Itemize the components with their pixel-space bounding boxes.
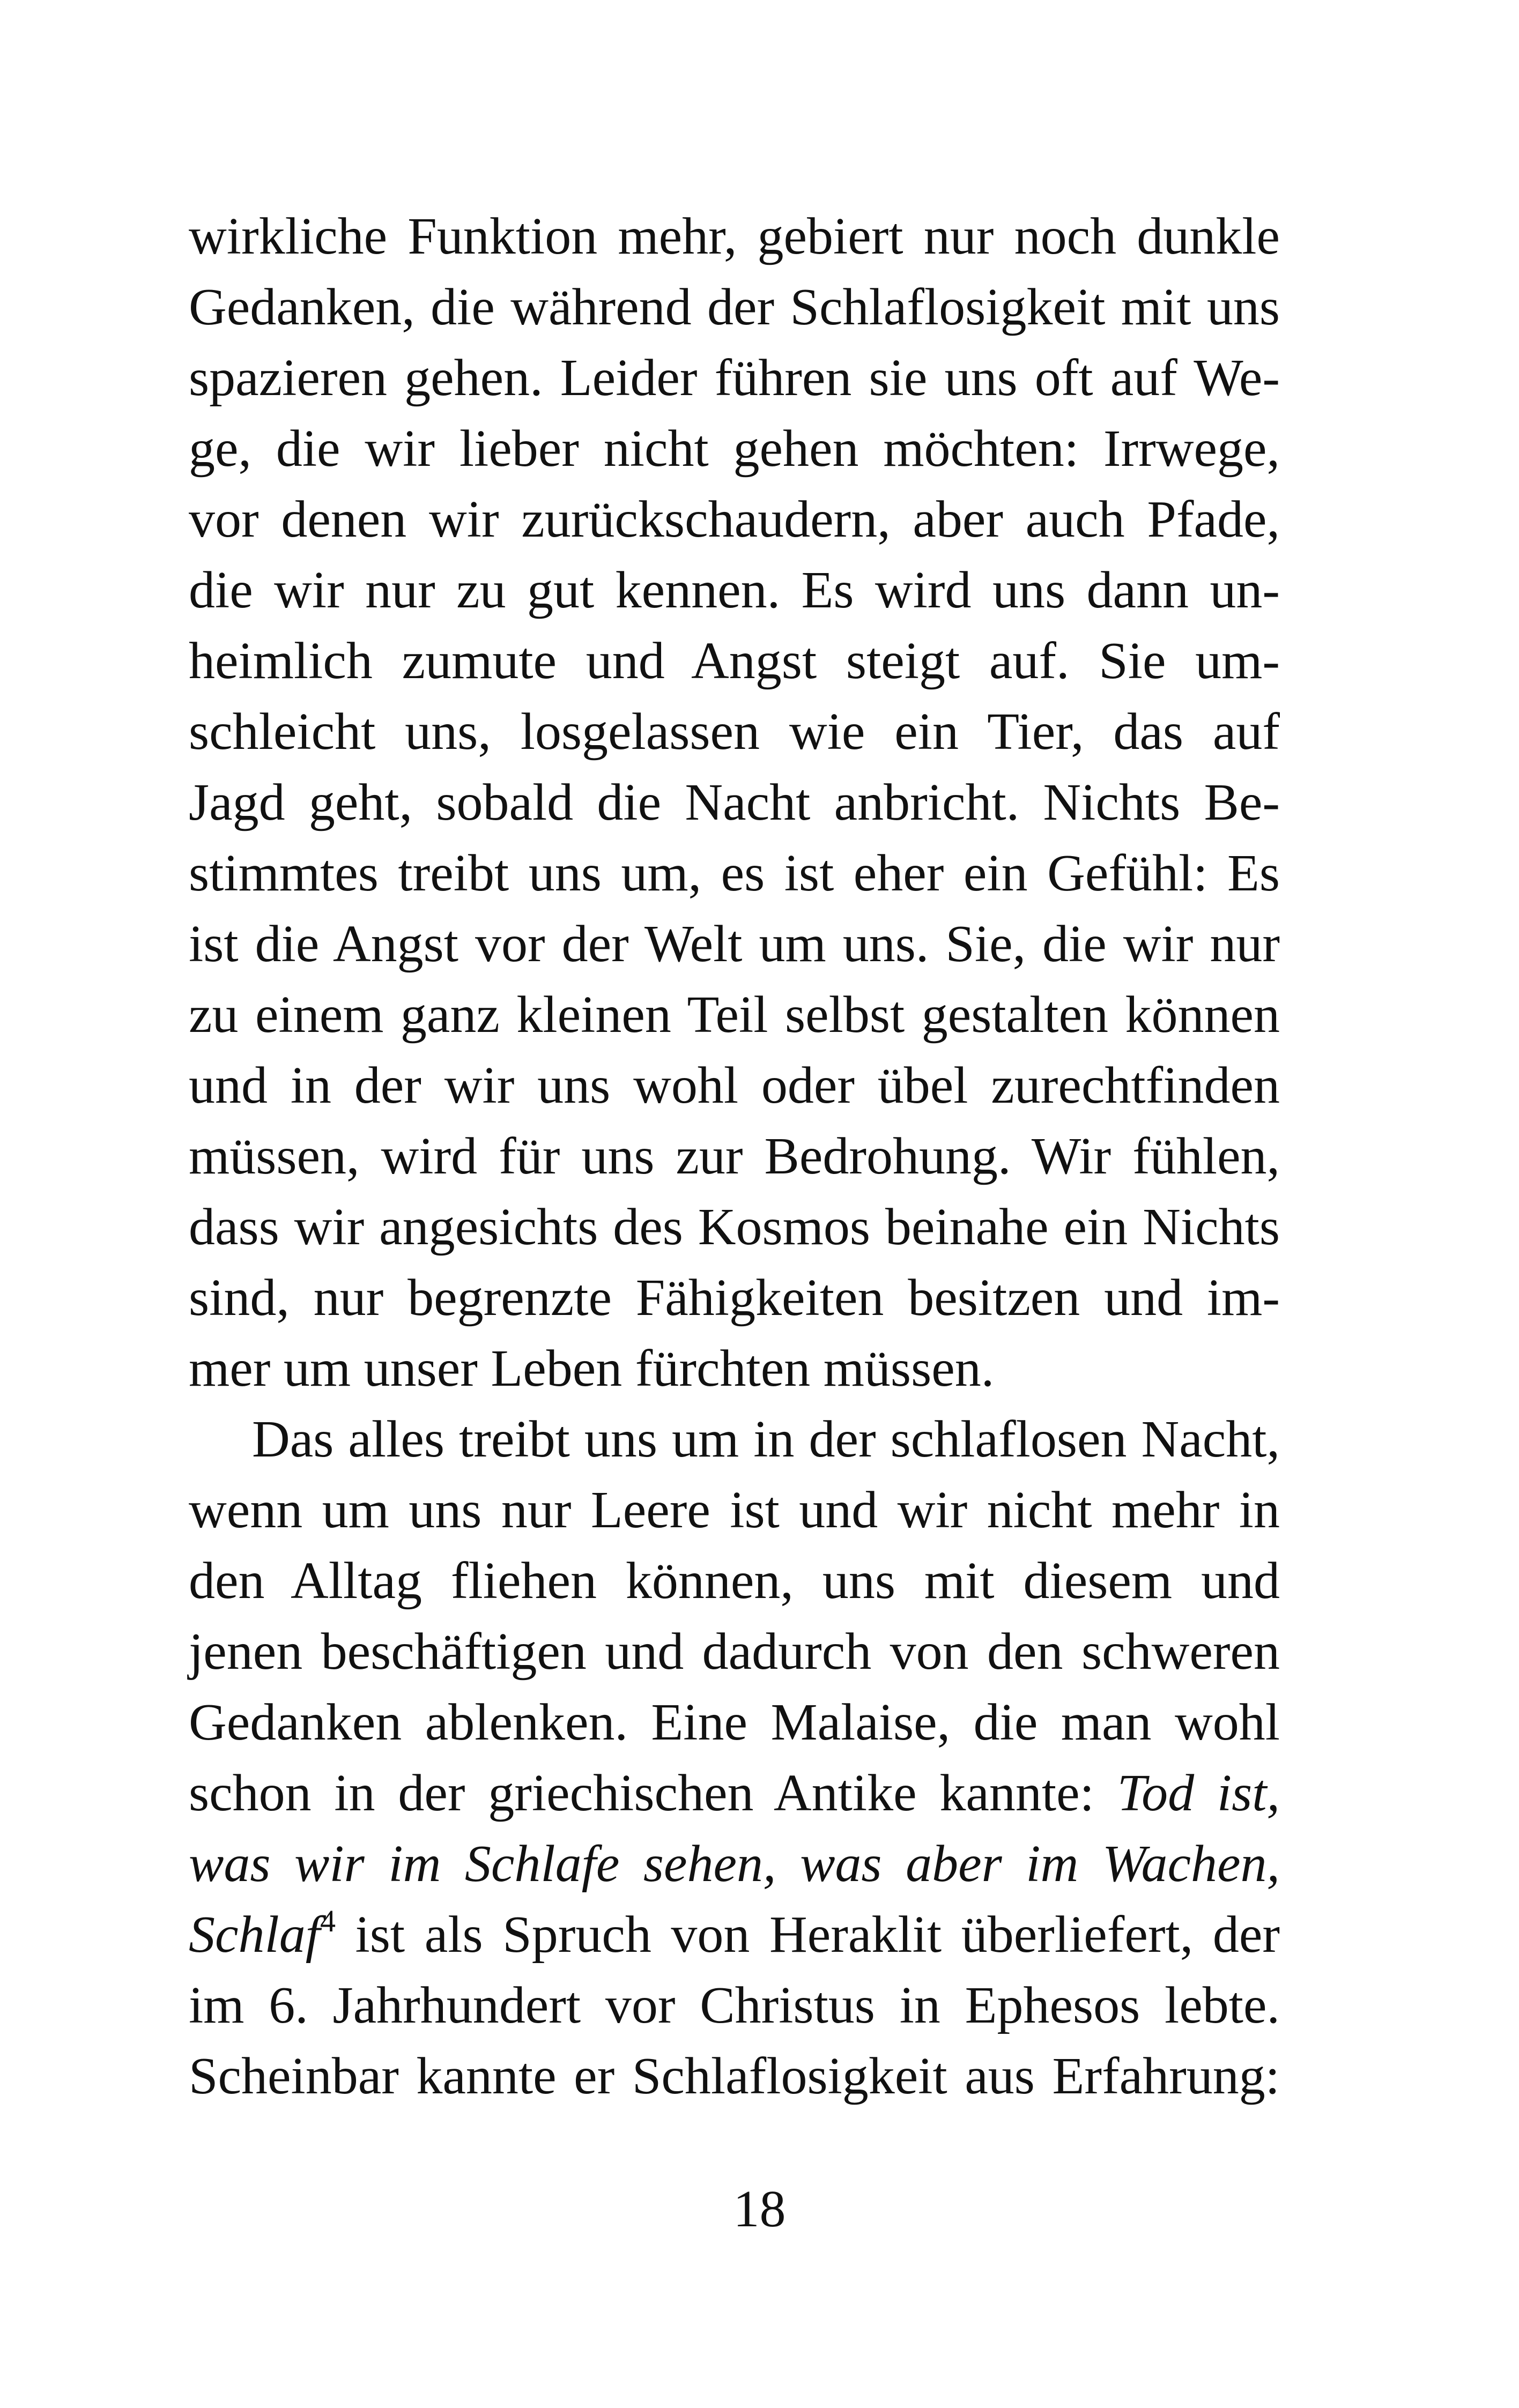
paragraph-2	[189, 1404, 1280, 2112]
text-line	[189, 1829, 1280, 1899]
paragraph-1	[189, 201, 1280, 1404]
text-line: Scheinbar kannte er Schlaflosigkeit aus Erfahrung:	[189, 2047, 1280, 2105]
text-line: Das alles treibt uns um in der schlaflosen Nacht,	[252, 1410, 1280, 1468]
quote-italic: was wir im Schlafe sehen, was aber im Wachen,	[189, 1835, 1280, 1893]
quote-italic: Tod ist,	[1117, 1764, 1280, 1822]
text-segment: schon in der griechischen Antike kannte:	[189, 1764, 1117, 1822]
text-line: müssen, wird für uns zur Bedrohung. Wir fühlen,	[189, 1127, 1280, 1185]
text-segment: ist als Spruch von Heraklit überliefert, der	[335, 1906, 1280, 1964]
text-line: sind, nur begrenzte Fähigkeiten besitzen und im-	[189, 1269, 1280, 1327]
text-line: Jagd geht, sobald die Nacht anbricht. Nichts Be-	[189, 774, 1280, 831]
text-line: die wir nur zu gut kennen. Es wird uns dann un-	[189, 561, 1280, 619]
text-line: schleicht uns, losgelassen wie ein Tier, das auf	[189, 703, 1280, 761]
text-line: Gedanken ablenken. Eine Malaise, die man wohl	[189, 1693, 1280, 1751]
text-line: im 6. Jahrhundert vor Christus in Ephesos lebte.	[189, 1976, 1280, 2034]
text-line: ist die Angst vor der Welt um uns. Sie, die wir nur	[189, 915, 1280, 973]
text-line: und in der wir uns wohl oder übel zurechtfinden	[189, 1057, 1280, 1114]
text-line: zu einem ganz kleinen Teil selbst gestalten können	[189, 986, 1280, 1044]
footnote-marker: 4	[320, 1904, 336, 1938]
text-line	[189, 1899, 1280, 1970]
text-line: spazieren gehen. Leider führen sie uns oft auf We-	[189, 349, 1280, 407]
text-line: Gedanken, die während der Schlaflosigkeit mit uns	[189, 278, 1280, 336]
text-line	[189, 1758, 1280, 1829]
text-line: mer um unser Leben fürchten müssen.	[189, 1340, 995, 1398]
text-line: dass wir angesichts des Kosmos beinahe ein Nichts	[189, 1198, 1280, 1256]
text-line: ge, die wir lieber nicht gehen möchten: Irrwege,	[189, 420, 1280, 478]
text-line: wirkliche Funktion mehr, gebiert nur noch dunkle	[189, 207, 1280, 265]
text-line: stimmtes treibt uns um, es ist eher ein Gefühl: Es	[189, 844, 1280, 902]
text-line: jenen beschäftigen und dadurch von den schweren	[189, 1623, 1280, 1681]
text-line: den Alltag fliehen können, uns mit diesem und	[189, 1552, 1280, 1610]
text-line: heimlich zumute und Angst steigt auf. Sie um-	[189, 632, 1280, 690]
text-line: vor denen wir zurückschaudern, aber auch Pfade,	[189, 490, 1280, 548]
text-line: wenn um uns nur Leere ist und wir nicht mehr in	[189, 1481, 1280, 1539]
page-number: 18	[733, 2180, 786, 2238]
quote-italic: Schlaf	[189, 1906, 320, 1964]
body-text	[189, 201, 1280, 2112]
